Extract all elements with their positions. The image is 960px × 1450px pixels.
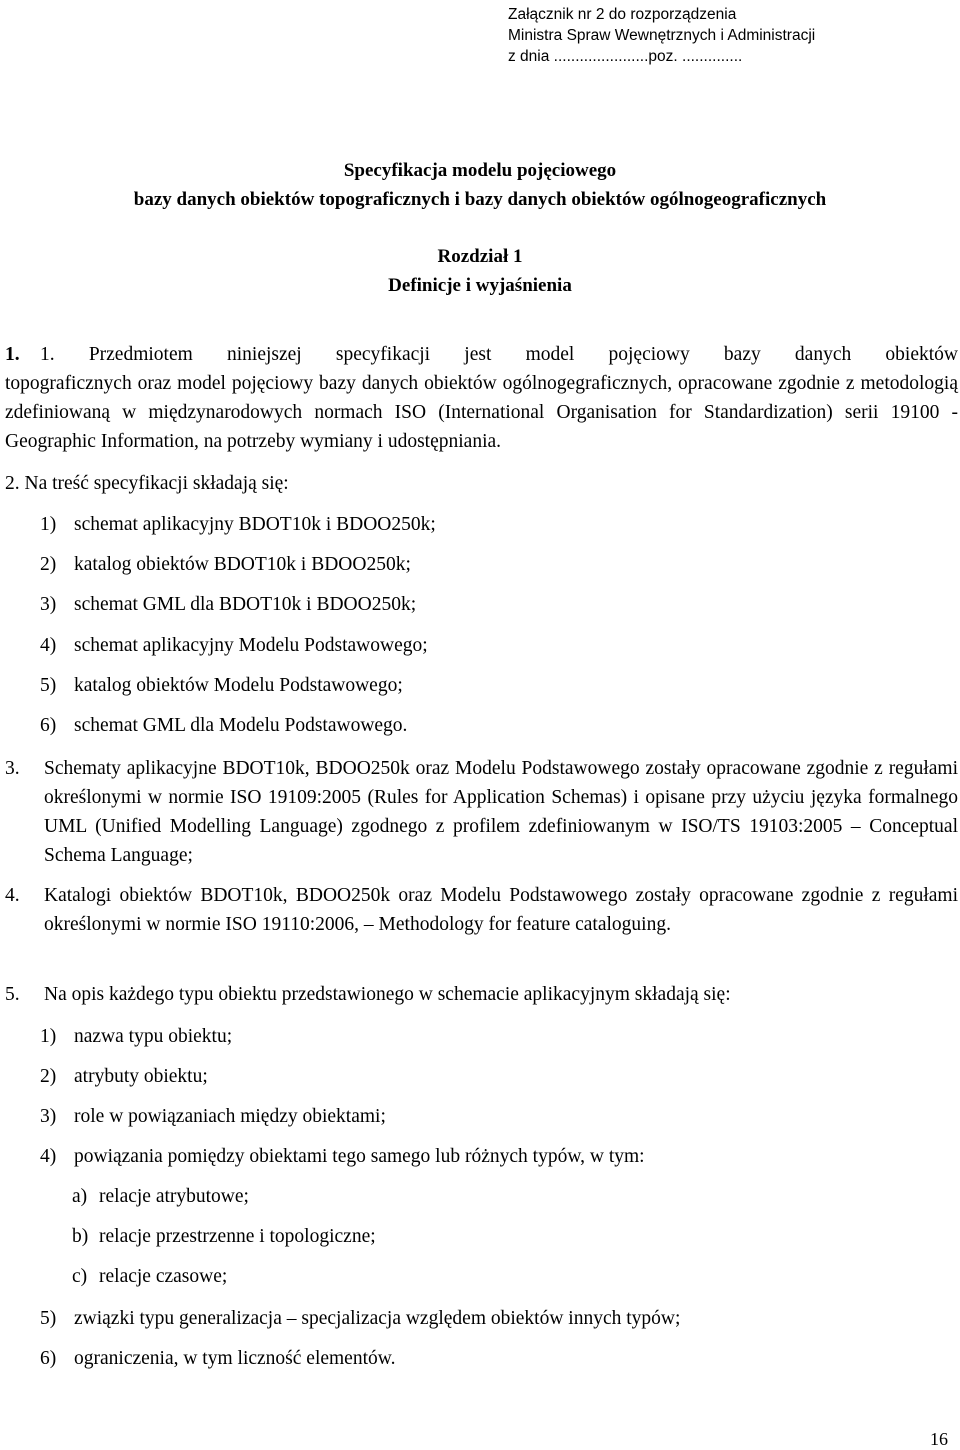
sublist-item-letter: a)	[72, 1186, 88, 1207]
chapter-heading: Rozdział 1	[437, 246, 523, 267]
section-1-marker: 1.	[5, 344, 20, 365]
header-note-line: Ministra Spraw Wewnętrznych i Administracji	[508, 27, 816, 44]
chapter-title: Definicje i wyjaśnienia	[388, 275, 572, 296]
document-title: Specyfikacja modelu pojęciowego	[343, 160, 617, 181]
sublist-item-letter: c)	[72, 1266, 88, 1287]
list-item: powiązania pomiędzy obiektami tego samego lub różnych typów, w tym:	[74, 1146, 645, 1167]
list-item-number: 3)	[40, 1106, 57, 1127]
section-5-intro: Na opis każdego typu obiektu przedstawionego w schemacie aplikacyjnym składają się:	[44, 984, 731, 1005]
document-subtitle: bazy danych obiektów topograficznych i bazy danych obiektów ogólnogeograficznych	[133, 189, 827, 210]
list-item-number: 6)	[40, 715, 57, 736]
section-3-text: Schematy aplikacyjne BDOT10k, BDOO250k oraz Modelu Podstawowego zostały opracowane zgodnie z regułami określonymi w normie ISO 19109:2005 (Rules for Application Schemas) i opisane przy użyciu języka formalnego UML (Unified Modelling Language) zgodnego z profilem zdefiniowanym w ISO/TS 19103:2005 – Conceptual Schema Language;	[44, 758, 958, 866]
list-item: katalog obiektów Modelu Podstawowego;	[74, 675, 403, 696]
list-item-number: 5)	[40, 1308, 57, 1329]
section-4-number: 4.	[5, 885, 20, 906]
sublist-item-letter: b)	[72, 1226, 89, 1247]
list-item: nazwa typu obiektu;	[74, 1026, 233, 1047]
list-item: związki typu generalizacja – specjalizacja względem obiektów innych typów;	[74, 1308, 681, 1329]
section-1-text: topograficznych oraz model pojęciowy bazy danych obiektów ogólnogegraficznych, opracowane zgodnie z metodologią zdefiniowaną w międzynarodowych normach ISO (International Organisation for Standardization) serii 19100 - Geographic Information, na potrzeby wymiany i udostępniania.	[5, 373, 958, 452]
section-1-first-line: 1. Przedmiotem niniejszej specyfikacji jest model pojęciowy bazy danych obiektów	[40, 344, 958, 365]
header-note-line: Załącznik nr 2 do rozporządzenia	[508, 6, 737, 23]
list-item-number: 6)	[40, 1348, 57, 1369]
list-item: schemat aplikacyjny BDOT10k i BDOO250k;	[74, 514, 436, 535]
list-item-number: 2)	[40, 554, 57, 575]
list-item: ograniczenia, w tym liczność elementów.	[74, 1348, 396, 1369]
sublist-item: relacje czasowe;	[99, 1266, 228, 1287]
list-item: atrybuty obiektu;	[74, 1066, 208, 1087]
header-note	[508, 4, 948, 67]
list-item: schemat aplikacyjny Modelu Podstawowego;	[74, 635, 428, 656]
page-number: 16	[930, 1429, 948, 1449]
list-item-number: 2)	[40, 1066, 57, 1087]
list-item-number: 5)	[40, 675, 57, 696]
list-item: role w powiązaniach między obiektami;	[74, 1106, 386, 1127]
section-5-number: 5.	[5, 984, 20, 1005]
list-item-number: 1)	[40, 1026, 57, 1047]
sublist-item: relacje przestrzenne i topologiczne;	[99, 1226, 376, 1247]
list-item-number: 3)	[40, 594, 57, 615]
header-note-line: z dnia ......................poz. ..............	[508, 48, 743, 65]
list-item-number: 1)	[40, 514, 57, 535]
sublist-item: relacje atrybutowe;	[99, 1186, 249, 1207]
list-item: katalog obiektów BDOT10k i BDOO250k;	[74, 554, 411, 575]
list-item: schemat GML dla BDOT10k i BDOO250k;	[74, 594, 417, 615]
list-item: schemat GML dla Modelu Podstawowego.	[74, 715, 408, 736]
section-3-number: 3.	[5, 758, 20, 779]
section-2-intro: 2. Na treść specyfikacji składają się:	[5, 473, 289, 494]
section-4-text: Katalogi obiektów BDOT10k, BDOO250k oraz Modelu Podstawowego zostały opracowane zgodnie z regułami określonymi w normie ISO 19110:2006, – Methodology for feature cataloguing.	[44, 885, 958, 935]
list-item-number: 4)	[40, 635, 57, 656]
list-item-number: 4)	[40, 1146, 57, 1167]
